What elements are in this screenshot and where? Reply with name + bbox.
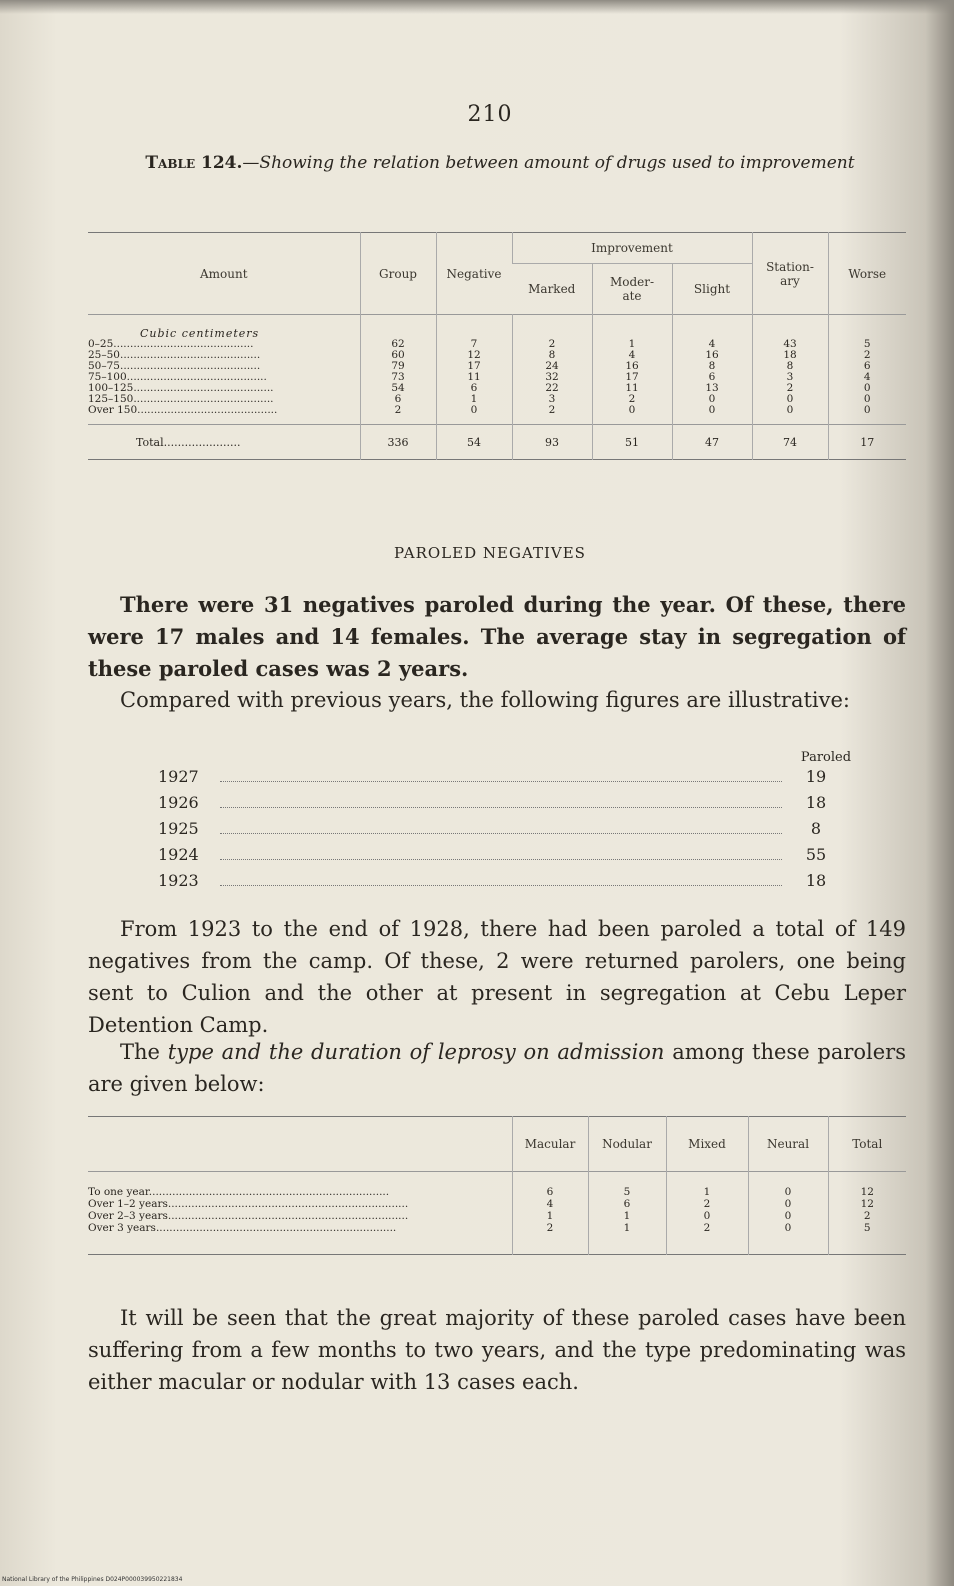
header-marked: Marked [528,282,576,296]
total-row [88,425,906,460]
cell-total: 12 [828,1198,906,1210]
cell-macular: 6 [512,1172,588,1199]
total-negative: 54 [436,425,512,460]
table-124-title-text: —Showing the relation between amount of drugs used to improvement [242,153,855,173]
cell-group: 60 [360,350,436,361]
cell-moderate: 1 [592,339,672,350]
cell-total: 12 [828,1172,906,1199]
table-124-title-lead: Table 124. [145,153,243,173]
table-row [88,1198,906,1210]
cell-neural: 0 [748,1198,828,1210]
paroled-count: 55 [805,845,827,864]
cell-neural: 0 [748,1210,828,1222]
cell-group: 2 [360,405,436,425]
table-row [88,1172,906,1199]
section-heading: PAROLED NEGATIVES [394,544,586,562]
list-item [158,793,838,819]
table-124 [88,232,906,460]
cell-macular: 1 [512,1210,588,1222]
cell-macular: 2 [512,1222,588,1255]
paragraph-4: The type and the duration of leprosy on admission among these parolers are given below: [88,1040,906,1096]
cell-group: 6 [360,394,436,405]
table-row [88,361,906,372]
cell-mixed: 1 [666,1172,748,1199]
list-item [158,845,838,871]
cell-moderate: 0 [592,405,672,425]
cell-nodular: 5 [588,1172,666,1199]
total-label: Total...................... [88,425,360,460]
header-amount: Amount [199,266,248,281]
header-stationary: Station- ary [752,233,828,315]
total-group: 336 [360,425,436,460]
cell-marked: 24 [512,361,592,372]
header-group: Group [360,233,436,315]
total-marked: 93 [512,425,592,460]
paragraph-3: From 1923 to the end of 1928, there had been paroled a total of 149 negatives from the camp. Of these, 2 were returned parolers, one being sent to Culion and the other at present in segregation at Cebu Leper Detention Camp. [88,917,906,1037]
cell-slight: 16 [672,350,752,361]
cell-neural: 0 [748,1172,828,1199]
units-label: Cubic centimeters [140,327,260,339]
cell-slight: 0 [672,405,752,425]
list-item [158,871,838,897]
scan-footer: National Library of the Philippines D024P000039950221834 [2,1576,183,1583]
cell-slight: 6 [672,372,752,383]
cell-stationary: 3 [752,372,828,383]
cell-stationary: 43 [752,339,828,350]
cell-negative: 17 [436,361,512,372]
row-label: 125–150.......................................... [88,394,274,405]
cell-stationary: 18 [752,350,828,361]
header-improvement: Improvement [512,233,752,264]
cell-slight: 8 [672,361,752,372]
cell-stationary: 2 [752,383,828,394]
year: 1927 [158,767,199,786]
header-negative: Negative [436,233,512,315]
row-label: Over 2–3 years........................................................................ [88,1210,409,1222]
page-number: 210 [467,102,513,127]
cell-stationary: 0 [752,405,828,425]
cell-stationary: 0 [752,394,828,405]
total-worse: 17 [828,425,906,460]
list-item [158,767,838,793]
cell-marked: 3 [512,394,592,405]
table-row [88,1210,906,1222]
row-label: Over 1–2 years........................................................................ [88,1198,409,1210]
paroled-count: 18 [805,871,827,890]
cell-worse: 5 [828,339,906,350]
table-row [88,394,906,405]
cell-marked: 32 [512,372,592,383]
paroled-count: 19 [805,767,827,786]
cell-worse: 2 [828,350,906,361]
cell-negative: 11 [436,372,512,383]
cell-moderate: 4 [592,350,672,361]
cell-marked: 8 [512,350,592,361]
header-slight: Slight [672,264,752,315]
header-nodular: Nodular [588,1117,666,1172]
cell-worse: 6 [828,361,906,372]
table-row [88,350,906,361]
cell-group: 79 [360,361,436,372]
cell-moderate: 2 [592,394,672,405]
row-label: To one year........................................................................ [88,1186,390,1198]
cell-worse: 0 [828,383,906,394]
cell-negative: 6 [436,383,512,394]
table-row [88,405,906,425]
table-row [88,1222,906,1255]
year: 1923 [158,871,199,890]
paroled-column-header: Paroled [800,750,852,765]
cell-marked: 2 [512,339,592,350]
cell-total: 2 [828,1210,906,1222]
year: 1924 [158,845,199,864]
row-label: Over 150.......................................... [88,405,278,416]
paroled-count: 8 [810,819,822,838]
row-label: 0–25.......................................... [88,339,254,350]
header-total: Total [828,1117,906,1172]
cell-moderate: 17 [592,372,672,383]
row-label: 50–75.......................................... [88,361,261,372]
cell-stationary: 8 [752,361,828,372]
cell-worse: 0 [828,394,906,405]
cell-marked: 2 [512,405,592,425]
cell-nodular: 1 [588,1222,666,1255]
cell-negative: 7 [436,339,512,350]
row-label: 75–100.......................................... [88,372,267,383]
total-moderate: 51 [592,425,672,460]
cell-slight: 13 [672,383,752,394]
row-label: 25–50.......................................... [88,350,261,361]
cell-slight: 0 [672,394,752,405]
row-label: 100–125.......................................... [88,383,274,394]
cell-moderate: 16 [592,361,672,372]
cell-slight: 4 [672,339,752,350]
type-duration-table [88,1116,906,1255]
cell-marked: 22 [512,383,592,394]
cell-worse: 4 [828,372,906,383]
header-neural: Neural [748,1117,828,1172]
cell-mixed: 2 [666,1222,748,1255]
cell-group: 62 [360,339,436,350]
cell-moderate: 11 [592,383,672,394]
cell-negative: 0 [436,405,512,425]
cell-group: 73 [360,372,436,383]
total-stationary: 74 [752,425,828,460]
page-edge-shadow [0,0,954,14]
year: 1925 [158,819,199,838]
cell-group: 54 [360,383,436,394]
paragraph-2: Compared with previous years, the following figures are illustrative: [120,688,851,712]
table-row [88,372,906,383]
paragraph-5: It will be seen that the great majority of these paroled cases have been suffering from a few months to two years, and the type predominating was either macular or nodular with 13 cases each. [88,1306,906,1394]
row-label: Over 3 years........................................................................ [88,1222,397,1234]
list-item [158,819,838,845]
table-124-title [100,150,900,176]
cell-mixed: 0 [666,1210,748,1222]
header-worse: Worse [828,233,906,315]
cell-negative: 12 [436,350,512,361]
cell-macular: 4 [512,1198,588,1210]
cell-mixed: 2 [666,1198,748,1210]
year: 1926 [158,793,199,812]
cell-worse: 0 [828,405,906,425]
cell-total: 5 [828,1222,906,1255]
total-slight: 47 [672,425,752,460]
paragraph-1: There were 31 negatives paroled during the year. Of these, there were 17 males and 14 females. The average stay in segregation of these paroled cases was 2 years. [88,592,906,681]
table-row [88,383,906,394]
header-mixed: Mixed [666,1117,748,1172]
paroled-count: 18 [805,793,827,812]
header-macular: Macular [512,1117,588,1172]
paroled-table [158,767,838,897]
cell-neural: 0 [748,1222,828,1255]
cell-nodular: 1 [588,1210,666,1222]
cell-nodular: 6 [588,1198,666,1210]
cell-negative: 1 [436,394,512,405]
header-moderate: Moder- ate [592,264,672,315]
